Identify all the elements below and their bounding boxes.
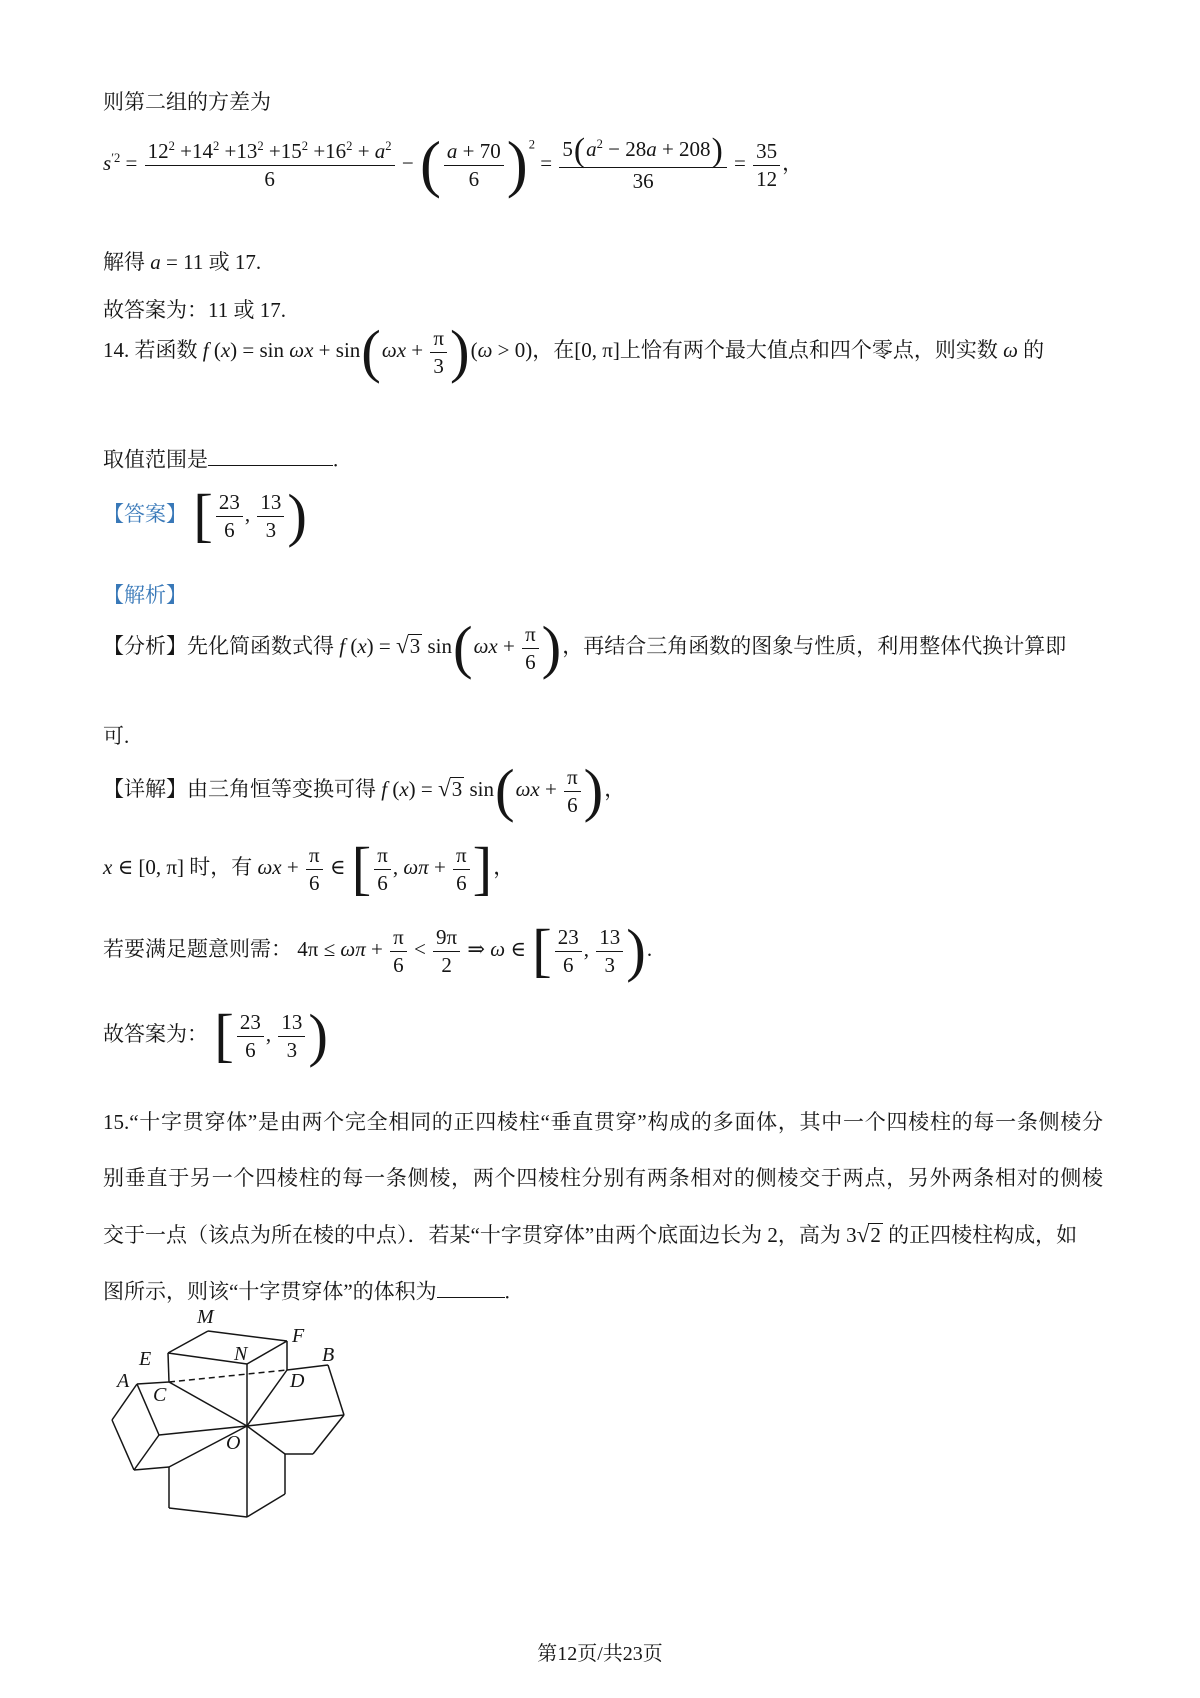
cross-prism-svg (80, 1302, 370, 1527)
question-15-line-2: 别垂直于另一个四棱柱的每一条侧棱，两个四棱柱分别有两条相对的侧棱交于两点，另外两条相对的侧棱 (103, 1166, 1103, 1190)
answer-13-line: 故答案为：11 或 17. (103, 298, 286, 322)
figure-label-N: N (234, 1343, 248, 1365)
variance-formula: $s^{'2}$ = $\frac{12^2 +14^2 +13^2 +15^2 +16^2 + a^2}{6}$ − ( $\frac{a + 70}{6}$ )$^2$ = $\frac{5(a^2 - 28a + 208)}{36}$ = $\frac{35}{12}$ ， (103, 129, 804, 200)
condition-line: 若要满足题意则需： 4π ≤ ωπ + $\frac{\pi}{6}$ < $\frac{9\pi}{2}$ ⇒ ω ∈ [ $\frac{23}{6}$ , $\frac{13}{3}$ ). (103, 918, 653, 984)
final-answer-14-line: 故答案为： [ $\frac{23}{6}$ , $\frac{13}{3}$ ) (103, 1003, 328, 1069)
domain-line: x ∈ [0, π] 时，有 ωx + $\frac{\pi}{6}$ ∈ [ $\frac{\pi}{6}$ , ωπ + $\frac{\pi}{6}$ ]， (103, 836, 515, 902)
analysis-tag-line: 【解析】 (103, 583, 187, 607)
figure-label-B: B (322, 1344, 335, 1366)
figure-label-O: O (226, 1432, 241, 1454)
solve-a-line: 解得 a = 11 或 17. (103, 250, 262, 274)
question-14-line: 14. 若函数 f (x) = sin ωx + sin(ωx + $\frac{\pi}{3}$ )(ω > 0)，在[0, π]上恰有两个最大值点和四个零点，则实数 ω 的 (103, 319, 1045, 385)
analysis-wrap-line: 可. (103, 724, 130, 748)
variance-intro-line: 则第二组的方差为 (103, 90, 271, 114)
cross-prism-figure (80, 1302, 370, 1527)
detail-line: 【详解】由三角恒等变换可得 f (x) = √3 sin(ωx + $\frac{\pi}{6}$ )， (103, 758, 626, 824)
page-footer: 第12页/共23页 (537, 1643, 663, 1665)
answer-14-tag-line: 【答案】 [ $\frac{23}{6}$ , $\frac{13}{3}$ ) (103, 483, 307, 549)
figure-label-E: E (139, 1348, 152, 1370)
question-15-line-4: 图所示，则该“十字贯穿体”的体积为 . (103, 1276, 510, 1307)
figure-label-D: D (290, 1370, 305, 1392)
question-15-line-3: 交于一点（该点为所在棱的中点）．若某“十字贯穿体”由两个底面边长为 2，高为 3√2 的正四棱柱构成，如 (103, 1221, 1078, 1247)
question-15-line-1: 15.“十字贯穿体”是由两个完全相同的正四棱柱“垂直贯穿”构成的多面体，其中一个四棱柱的每一条侧棱分 (103, 1110, 1103, 1134)
range-blank-line: 取值范围是 . (103, 444, 338, 475)
analysis-line: 【分析】先化简函数式得 f (x) = √3 sin(ωx + $\frac{\pi}{6}$ )，再结合三角函数的图象与性质，利用整体代换计算即 (103, 615, 1067, 681)
figure-label-F: F (292, 1325, 305, 1347)
figure-label-A: A (117, 1370, 130, 1392)
figure-label-M: M (197, 1306, 214, 1328)
figure-label-C: C (153, 1384, 167, 1406)
